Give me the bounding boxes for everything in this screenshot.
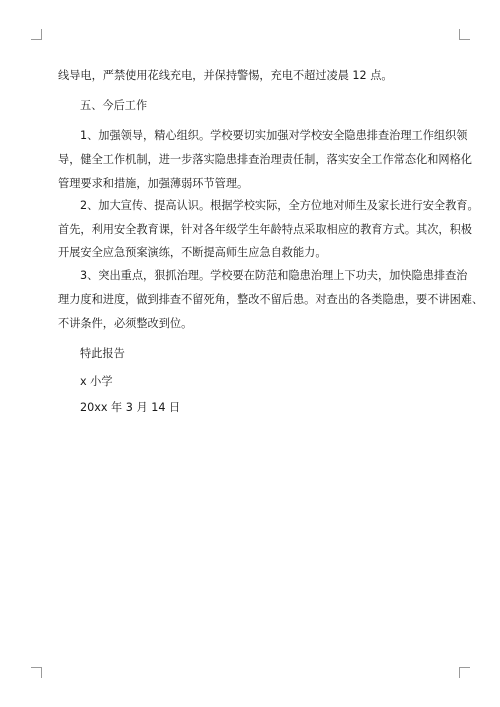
paragraph-line: 2、加大宣传、提高认识。根据学校实际，全方位地对师生及家长进行安全教育。 bbox=[80, 199, 479, 212]
signature-school: x 小学 bbox=[80, 375, 113, 388]
paragraph-line: 1、加强领导，精心组织。学校要切实加强对学校安全隐患排查治理工作组织领 bbox=[80, 129, 468, 142]
paragraph-line: 理力度和进度，做到排查不留死角，整改不留后患。对查出的各类隐患，要不讲困难、 bbox=[58, 293, 484, 306]
paragraph-line: 3、突出重点，狠抓治理。学校要在防范和隐患治理上下功夫，加快隐患排查治 bbox=[80, 269, 468, 282]
paragraph-line: 管理要求和措施，加强薄弱环节管理。 bbox=[58, 177, 249, 190]
crop-mark-top-left bbox=[31, 29, 42, 40]
paragraph-line: 导，健全工作机制，进一步落实隐患排查治理责任制，落实安全工作常态化和网格化 bbox=[58, 153, 472, 166]
crop-mark-top-right bbox=[459, 29, 470, 40]
paragraph-line: 首先，利用安全教育课，针对各年级学生年龄特点采取相应的教育方式。其次，积极 bbox=[58, 223, 472, 236]
closing-text: 特此报告 bbox=[80, 347, 125, 360]
paragraph-line: 线导电，严禁使用花线充电，并保持警惕，充电不超过凌晨 12 点。 bbox=[58, 69, 393, 82]
signature-date: 20xx 年 3 月 14 日 bbox=[80, 401, 181, 414]
paragraph-line: 开展安全应急预案演练，不断提高师生应急自救能力。 bbox=[58, 246, 327, 259]
crop-mark-bottom-right bbox=[459, 667, 470, 678]
crop-mark-bottom-left bbox=[31, 667, 42, 678]
section-heading: 五、今后工作 bbox=[80, 99, 148, 112]
paragraph-line: 不讲条件，必须整改到位。 bbox=[58, 317, 193, 330]
